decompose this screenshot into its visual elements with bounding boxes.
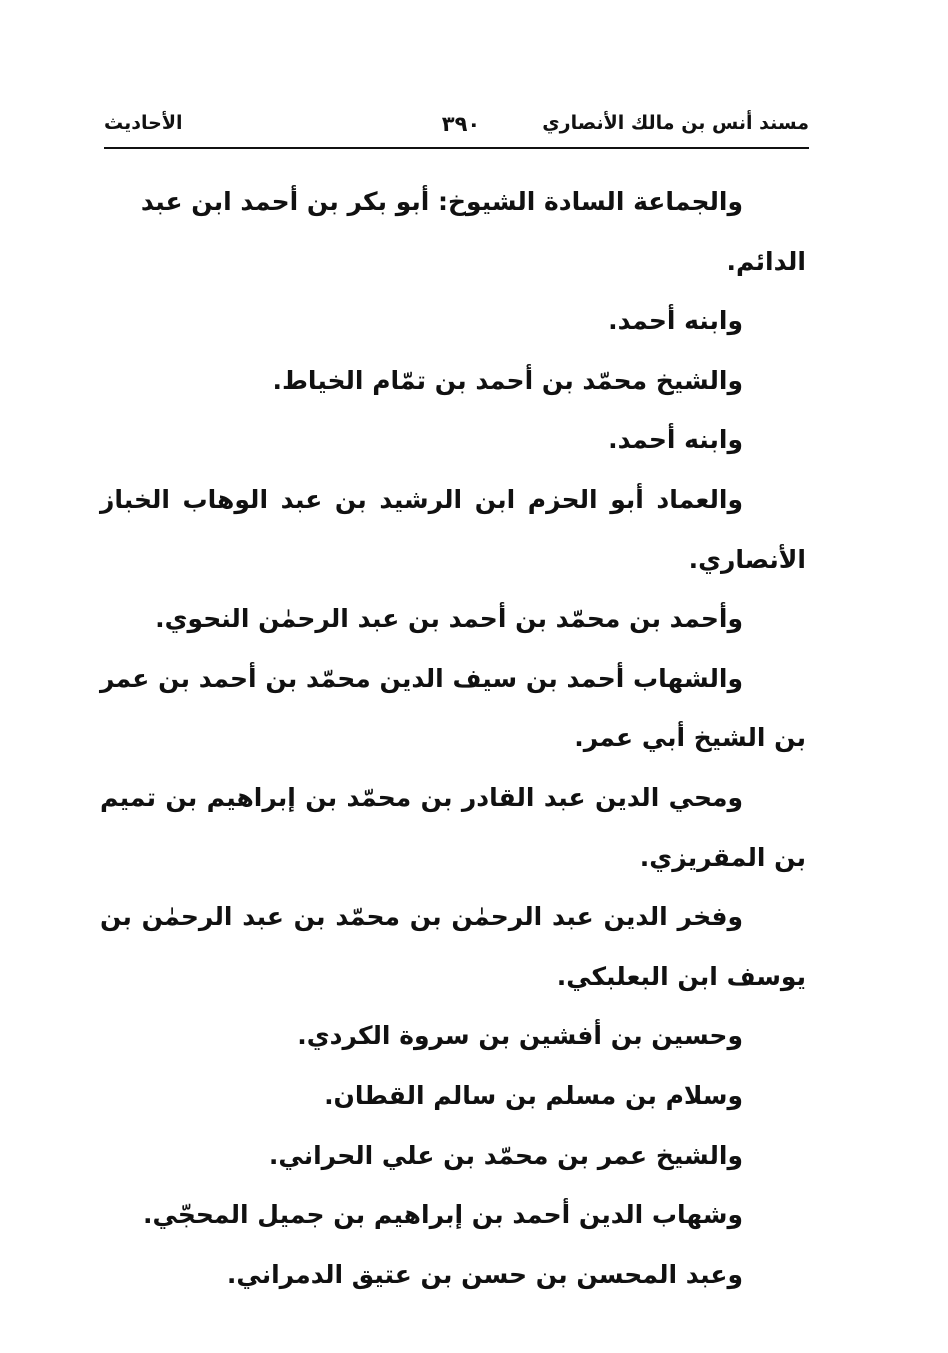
paragraph: وحسين بن أفشين بن سروة الكردي. [297,1021,743,1051]
book-title: مسند أنس بن مالك الأنصاري [542,112,809,134]
header-rule [104,147,809,149]
paragraph: وابنه أحمد. [608,306,743,336]
page-number: ٣٩٠ [441,112,481,136]
paragraph: وأحمد بن محمّد بن أحمد بن عبد الرحمٰن النحوي. [155,604,743,634]
paragraph: وسلام بن مسلم بن سالم القطان. [324,1080,743,1110]
paragraph: وفخر الدين عبد الرحمٰن بن محمّد بن عبد الرحمٰن بن يوسف ابن البعلبكي. [100,902,806,991]
paragraph: ومحي الدين عبد القادر بن محمّد بن إبراهيم بن تميم بن المقريزي. [100,782,806,872]
paragraph: والشهاب أحمد بن سيف الدين محمّد بن أحمد بن عمر بن الشيخ أبي عمر. [100,663,806,753]
running-header [104,112,809,146]
paragraph: وشهاب الدين أحمد بن إبراهيم بن جميل المحجّي. [143,1200,743,1230]
paragraph: والشيخ محمّد بن أحمد بن تمّام الخياط. [272,365,743,395]
paragraph: والجماعة السادة الشيوخ: أبو بكر بن أحمد ابن عبد الدائم. [140,187,806,276]
paragraph: وابنه أحمد. [608,425,743,455]
body-text [100,172,806,1304]
paragraph: والعماد أبو الحزم ابن الرشيد بن عبد الوهاب الخباز الأنصاري. [100,484,806,574]
paragraph: والشيخ عمر بن محمّد بن علي الحراني. [268,1140,743,1170]
section-name: الأحاديث [104,112,183,134]
paragraph: وعبد المحسن بن حسن بن عتيق الدمراني. [226,1259,743,1289]
